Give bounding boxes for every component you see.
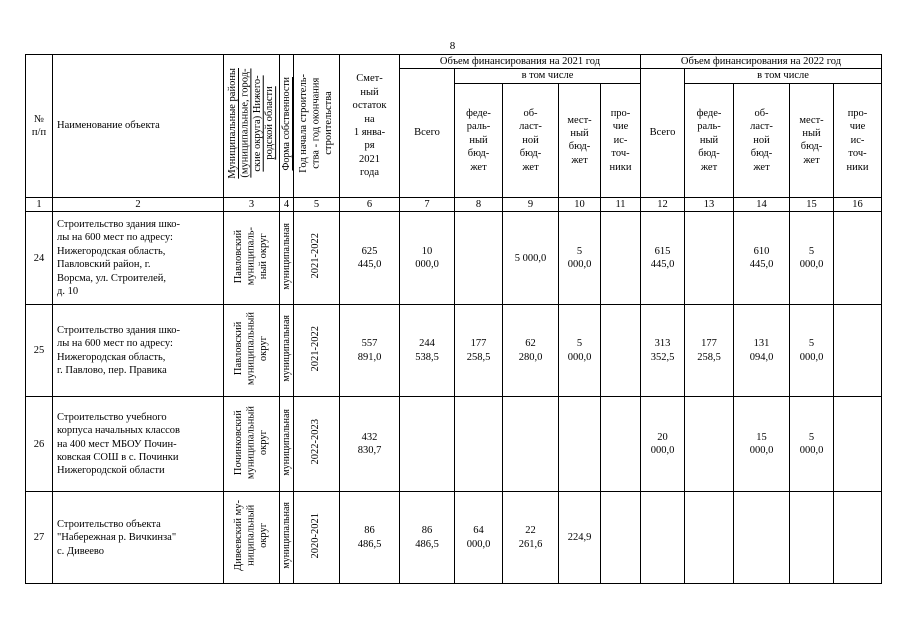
col-number: 10 bbox=[559, 197, 601, 211]
ownership-cell bbox=[280, 397, 294, 492]
table-row bbox=[26, 492, 882, 584]
local-2021 bbox=[559, 397, 601, 492]
col-number: 16 bbox=[834, 197, 882, 211]
federal-2021 bbox=[455, 212, 503, 305]
ownership-text: муниципальная bbox=[280, 502, 292, 569]
row-num: 25 bbox=[26, 305, 53, 397]
header-other-2022: про- чие ис- точ- ники bbox=[834, 83, 882, 197]
regional-2021: 62 280,0 bbox=[503, 305, 559, 397]
local-2022 bbox=[790, 492, 834, 584]
district-text: Павловский муниципальный округ bbox=[232, 312, 269, 386]
header-fin-2022: Объем финансирования на 2022 год bbox=[641, 55, 882, 69]
col-number: 4 bbox=[280, 197, 294, 211]
table-row bbox=[26, 397, 882, 492]
header-local-2022: мест- ный бюд- жет bbox=[790, 83, 834, 197]
district-text: Павловский муниципаль- ный округ bbox=[232, 226, 269, 286]
other-2022 bbox=[834, 492, 882, 584]
header-ownership-text: Форма собственности bbox=[280, 76, 292, 171]
total-2021: 10 000,0 bbox=[400, 212, 455, 305]
years-cell bbox=[294, 397, 340, 492]
local-2022: 5 000,0 bbox=[790, 305, 834, 397]
col-number: 14 bbox=[734, 197, 790, 211]
object-name: Строительство учебного корпуса начальных классов на 400 мест МБОУ Почин- ковская СОШ в с. Починки Нижегородской области bbox=[53, 397, 224, 492]
object-name: Строительство здания шко- лы на 600 мест по адресу: Нижегородская область, Павловский район, г. Ворсма, ул. Строителей, д. 10 bbox=[53, 212, 224, 305]
header-other-2021: про- чие ис- точ- ники bbox=[601, 83, 641, 197]
header-num: № п/п bbox=[26, 55, 53, 198]
header-row-1 bbox=[26, 55, 882, 69]
years-cell bbox=[294, 212, 340, 305]
local-2022: 5 000,0 bbox=[790, 397, 834, 492]
years-text: 2021-2022 bbox=[310, 325, 322, 372]
other-2021 bbox=[601, 305, 641, 397]
district-cell bbox=[224, 212, 280, 305]
header-federal-2021: феде- раль- ный бюд- жет bbox=[455, 83, 503, 197]
col-number: 11 bbox=[601, 197, 641, 211]
district-cell bbox=[224, 492, 280, 584]
years-cell bbox=[294, 305, 340, 397]
estimate-cell: 557 891,0 bbox=[340, 305, 400, 397]
other-2021 bbox=[601, 492, 641, 584]
estimate-cell: 86 486,5 bbox=[340, 492, 400, 584]
regional-2021 bbox=[503, 397, 559, 492]
table-row bbox=[26, 212, 882, 305]
col-number: 6 bbox=[340, 197, 400, 211]
header-local-2021: мест- ный бюд- жет bbox=[559, 83, 601, 197]
header-ownership bbox=[280, 55, 294, 198]
regional-2021: 5 000,0 bbox=[503, 212, 559, 305]
col-number: 13 bbox=[685, 197, 734, 211]
total-2022: 615 445,0 bbox=[641, 212, 685, 305]
federal-2021: 177 258,5 bbox=[455, 305, 503, 397]
ownership-cell bbox=[280, 305, 294, 397]
ownership-text: муниципальная bbox=[280, 408, 292, 476]
local-2021: 5 000,0 bbox=[559, 305, 601, 397]
years-cell bbox=[294, 492, 340, 584]
col-number: 1 bbox=[26, 197, 53, 211]
regional-2021: 22 261,6 bbox=[503, 492, 559, 584]
regional-2022: 15 000,0 bbox=[734, 397, 790, 492]
years-text: 2020-2021 bbox=[310, 512, 322, 559]
header-total-2022: Всего bbox=[641, 69, 685, 197]
col-number: 7 bbox=[400, 197, 455, 211]
page-number: 8 bbox=[449, 40, 456, 52]
col-number: 9 bbox=[503, 197, 559, 211]
federal-2021: 64 000,0 bbox=[455, 492, 503, 584]
other-2021 bbox=[601, 397, 641, 492]
district-text: Починковский муниципальный округ bbox=[232, 405, 269, 479]
total-2022: 20 000,0 bbox=[641, 397, 685, 492]
total-2021 bbox=[400, 397, 455, 492]
district-text: Дивеевский му- ниципальный округ bbox=[232, 500, 269, 572]
other-2022 bbox=[834, 212, 882, 305]
header-total-2021: Всего bbox=[400, 69, 455, 197]
header-incl-2022: в том числе bbox=[685, 69, 882, 83]
federal-2021 bbox=[455, 397, 503, 492]
col-number: 5 bbox=[294, 197, 340, 211]
years-text: 2022-2023 bbox=[310, 419, 322, 465]
federal-2022: 177 258,5 bbox=[685, 305, 734, 397]
financing-table bbox=[25, 54, 882, 584]
col-number: 15 bbox=[790, 197, 834, 211]
estimate-cell: 432 830,7 bbox=[340, 397, 400, 492]
header-federal-2022: феде- раль- ный бюд- жет bbox=[685, 83, 734, 197]
district-cell bbox=[224, 305, 280, 397]
header-district bbox=[224, 55, 280, 198]
estimate-cell: 625 445,0 bbox=[340, 212, 400, 305]
ownership-cell bbox=[280, 492, 294, 584]
ownership-text: муниципальная bbox=[280, 222, 292, 290]
header-regional-2022: об- ласт- ной бюд- жет bbox=[734, 83, 790, 197]
col-number: 3 bbox=[224, 197, 280, 211]
header-object-name: Наименование объекта bbox=[53, 55, 224, 198]
column-number-row bbox=[26, 197, 882, 211]
header-district-text: Муниципальные районы (муниципальные, город- ские округа) Нижего- родской области bbox=[226, 68, 275, 180]
federal-2022 bbox=[685, 397, 734, 492]
regional-2022: 131 094,0 bbox=[734, 305, 790, 397]
years-text: 2021-2022 bbox=[310, 233, 322, 279]
federal-2022 bbox=[685, 492, 734, 584]
local-2021: 5 000,0 bbox=[559, 212, 601, 305]
header-years bbox=[294, 55, 340, 198]
total-2022 bbox=[641, 492, 685, 584]
header-regional-2021: об- ласт- ной бюд- жет bbox=[503, 83, 559, 197]
table-row bbox=[26, 305, 882, 397]
object-name: Строительство здания шко- лы на 600 мест по адресу: Нижегородская область, г. Павлово, пер. Правика bbox=[53, 305, 224, 397]
header-fin-2021: Объем финансирования на 2021 год bbox=[400, 55, 641, 69]
total-2021: 86 486,5 bbox=[400, 492, 455, 584]
federal-2022 bbox=[685, 212, 734, 305]
header-estimate: Смет- ный остаток на 1 янва- ря 2021 года bbox=[340, 55, 400, 198]
total-2021: 244 538,5 bbox=[400, 305, 455, 397]
col-number: 12 bbox=[641, 197, 685, 211]
header-years-text: Год начала строитель- ства - год окончания строительства bbox=[297, 74, 334, 174]
regional-2022: 610 445,0 bbox=[734, 212, 790, 305]
other-2022 bbox=[834, 305, 882, 397]
header-incl-2021: в том числе bbox=[455, 69, 641, 83]
regional-2022 bbox=[734, 492, 790, 584]
object-name: Строительство объекта "Набережная р. Вичкинза" с. Дивеево bbox=[53, 492, 224, 584]
local-2021: 224,9 bbox=[559, 492, 601, 584]
district-cell bbox=[224, 397, 280, 492]
col-number: 8 bbox=[455, 197, 503, 211]
total-2022: 313 352,5 bbox=[641, 305, 685, 397]
other-2022 bbox=[834, 397, 882, 492]
col-number: 2 bbox=[53, 197, 224, 211]
row-num: 26 bbox=[26, 397, 53, 492]
row-num: 27 bbox=[26, 492, 53, 584]
row-num: 24 bbox=[26, 212, 53, 305]
other-2021 bbox=[601, 212, 641, 305]
ownership-text: муниципальная bbox=[280, 315, 292, 382]
local-2022: 5 000,0 bbox=[790, 212, 834, 305]
ownership-cell bbox=[280, 212, 294, 305]
